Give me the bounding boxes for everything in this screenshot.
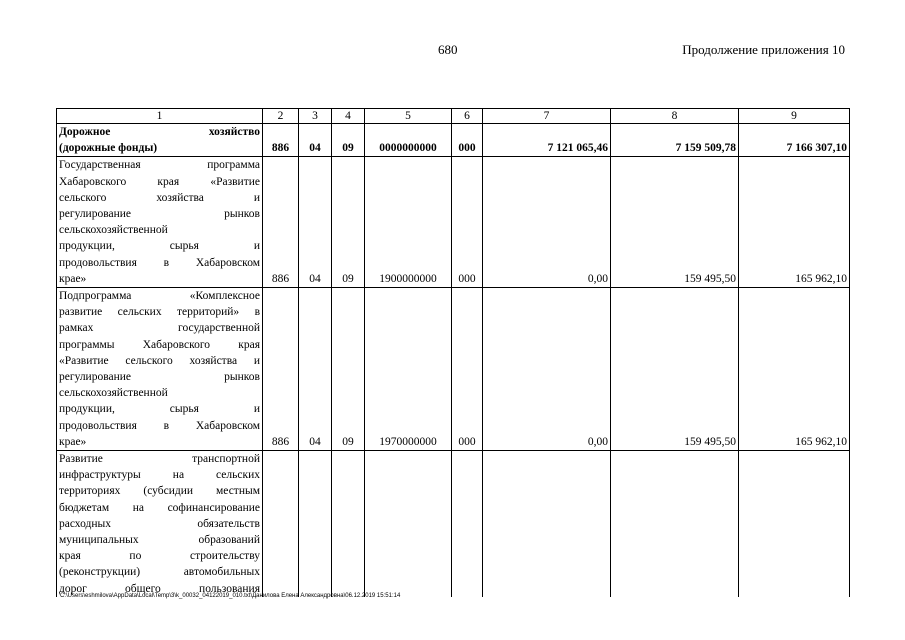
cell-v2019: 0,00 xyxy=(483,157,611,288)
name-line: рамках государственной xyxy=(59,322,260,335)
name-line: крае» xyxy=(59,435,87,448)
name-line: (дорожные фонды) xyxy=(59,142,158,155)
name-line: сельскохозяйственной xyxy=(59,387,168,400)
name-line: программы Хабаровского края xyxy=(59,338,260,351)
cell-section: 04 xyxy=(299,288,332,451)
column-header: 6 xyxy=(452,109,483,124)
name-line: бюджетам на софинансирование xyxy=(59,501,260,514)
name-line: «Развитие сельского хозяйства и xyxy=(59,354,260,367)
name-line: сельского хозяйства и xyxy=(59,191,260,204)
table-row xyxy=(57,157,850,288)
row-name xyxy=(57,124,263,157)
name-line: расходных обязательств xyxy=(59,517,260,530)
name-line: продукции, сырья и xyxy=(59,403,260,416)
name-line: инфраструктуры на сельских xyxy=(59,469,260,482)
name-line: Подпрограмма «Комплексное xyxy=(59,290,260,303)
column-header: 7 xyxy=(483,109,611,124)
header-row xyxy=(57,109,850,124)
column-header: 4 xyxy=(332,109,365,124)
cell-target: 0000000000 xyxy=(365,124,452,157)
cell-subsection xyxy=(332,451,365,597)
name-line: Развитие транспортной xyxy=(59,453,260,466)
name-line: Государственная программа xyxy=(59,159,260,172)
column-header: 3 xyxy=(299,109,332,124)
cell-subsection: 09 xyxy=(332,157,365,288)
name-line: сельскохозяйственной xyxy=(59,224,168,237)
page-number: 680 xyxy=(438,42,458,57)
name-line: Дорожное хозяйство xyxy=(59,126,260,138)
cell-type: 000 xyxy=(452,157,483,288)
cell-section: 04 xyxy=(299,124,332,157)
cell-code: 886 xyxy=(263,124,299,157)
name-line: продукции, сырья и xyxy=(59,240,260,253)
cell-code: 886 xyxy=(263,157,299,288)
cell-v2020: 159 495,50 xyxy=(611,288,739,451)
row-name xyxy=(57,157,263,288)
name-line: крае» xyxy=(59,272,87,285)
budget-table xyxy=(56,108,850,597)
cell-v2019: 0,00 xyxy=(483,288,611,451)
cell-target xyxy=(365,451,452,597)
column-header: 9 xyxy=(739,109,850,124)
column-header: 2 xyxy=(263,109,299,124)
cell-v2019 xyxy=(483,451,611,597)
name-line: (реконструкции) автомобильных xyxy=(59,566,260,579)
column-header: 8 xyxy=(611,109,739,124)
cell-code xyxy=(263,451,299,597)
cell-v2020: 7 159 509,78 xyxy=(611,124,739,157)
continuation-label: Продолжение приложения 10 xyxy=(682,42,845,57)
name-line: развитие сельских территорий» в xyxy=(59,306,260,319)
name-line: регулирование рынков xyxy=(59,208,260,221)
cell-type xyxy=(452,451,483,597)
cell-subsection: 09 xyxy=(332,124,365,157)
cell-v2020: 159 495,50 xyxy=(611,157,739,288)
cell-v2020 xyxy=(611,451,739,597)
cell-v2019: 7 121 065,46 xyxy=(483,124,611,157)
name-line: регулирование рынков xyxy=(59,371,260,384)
cell-subsection: 09 xyxy=(332,288,365,451)
name-line: дорог общего пользования xyxy=(59,582,260,595)
cell-code: 886 xyxy=(263,288,299,451)
name-line: Хабаровского края «Развитие xyxy=(59,175,260,188)
cell-v2021: 7 166 307,10 xyxy=(739,124,850,157)
table-row xyxy=(57,124,850,157)
row-name xyxy=(57,288,263,451)
name-line: продовольствия в Хабаровском xyxy=(59,256,260,269)
cell-v2021 xyxy=(739,451,850,597)
cell-target: 1900000000 xyxy=(365,157,452,288)
cell-v2021: 165 962,10 xyxy=(739,288,850,451)
cell-section xyxy=(299,451,332,597)
cell-type: 000 xyxy=(452,288,483,451)
table-row xyxy=(57,451,850,597)
cell-target: 1970000000 xyxy=(365,288,452,451)
name-line: территориях (субсидии местным xyxy=(59,485,260,498)
table-row xyxy=(57,288,850,451)
cell-type: 000 xyxy=(452,124,483,157)
column-header: 1 xyxy=(57,109,263,124)
row-name xyxy=(57,451,263,597)
cell-v2021: 165 962,10 xyxy=(739,157,850,288)
name-line: продовольствия в Хабаровском xyxy=(59,419,260,432)
name-line: муниципальных образований xyxy=(59,534,260,547)
footer-file-path: C:\Users\eshmilova\AppData\Local\Temp\3\k_00032_04122019_010.txt\Данилова Елена Александровна\06.12.2019 15:51:14 xyxy=(60,593,401,599)
column-header: 5 xyxy=(365,109,452,124)
name-line: края по строительству xyxy=(59,550,260,563)
cell-section: 04 xyxy=(299,157,332,288)
